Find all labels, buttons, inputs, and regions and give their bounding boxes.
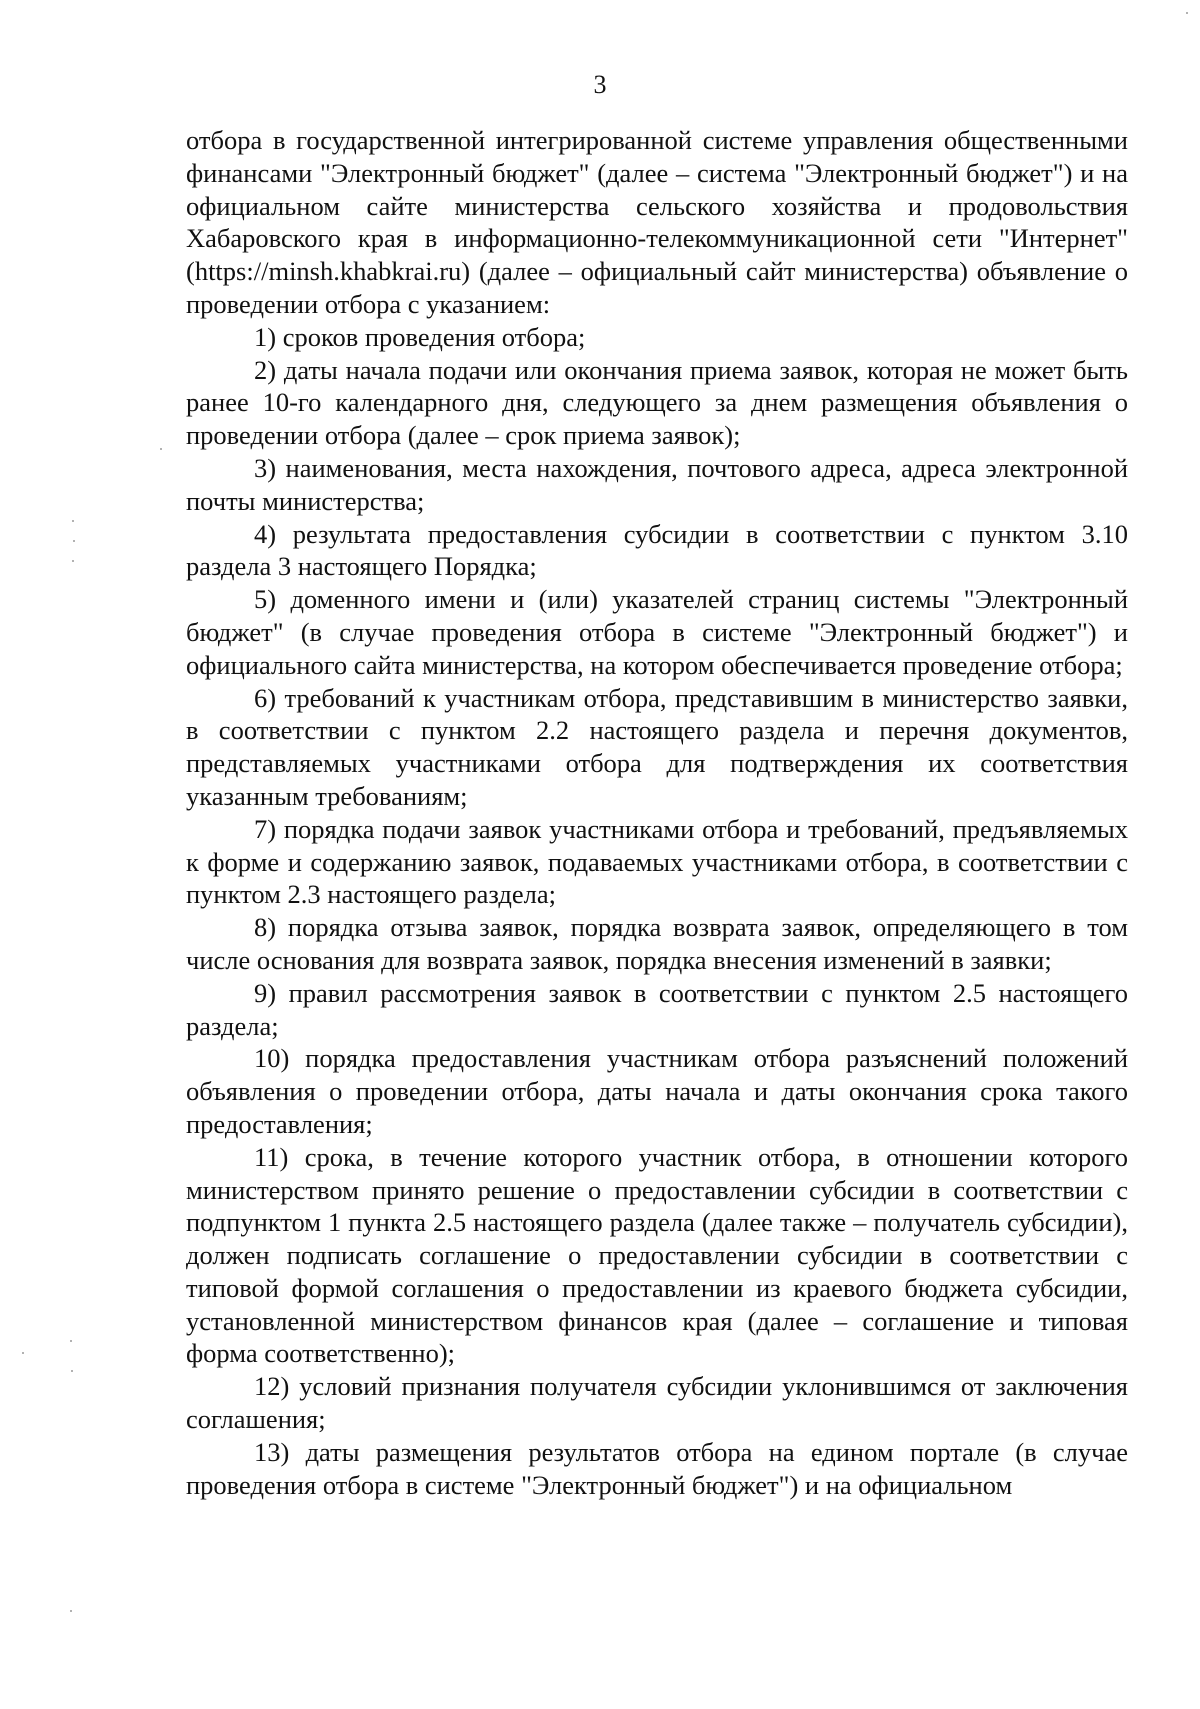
page-number: 3 xyxy=(593,70,607,99)
list-item: 9) правил рассмотрения заявок в соответствии с пунктом 2.5 настоящего раздела; xyxy=(186,977,1128,1041)
list-item: 5) доменного имени и (или) указателей страниц системы "Электронный бюджет" (в случае проведения отбора в системе "Электронный бюджет") и официального сайта министерства, на котором обеспечивается проведение отбора; xyxy=(186,584,1128,680)
scan-speck xyxy=(72,560,74,562)
scan-speck xyxy=(1186,12,1188,14)
list-item: 3) наименования, места нахождения, почтового адреса, адреса электронной почты министерства; xyxy=(186,452,1128,516)
scan-speck xyxy=(70,1610,72,1612)
list-item: 13) даты размещения результатов отбора на едином портале (в случае проведения отбора в системе "Электронный бюджет") и на официальном xyxy=(186,1436,1128,1500)
intro-paragraph: отбора в государственной интегрированной системе управления общественными финансами "Электронный бюджет" (далее – система "Электронный бюджет") и на официальном сайте министерства сельского хозяйства и продовольствия Хабаровского края в информационно-телекоммуникационной сети "Интернет" (https://minsh.khabkrai.ru) (далее – официальный сайт министерства) объявление о проведении отбора с указанием: xyxy=(186,125,1128,319)
list-item: 7) порядка подачи заявок участниками отбора и требований, предъявляемых к форме и содержанию заявок, подаваемых участниками отбора, в соответствии с пунктом 2.3 настоящего раздела; xyxy=(186,813,1128,910)
list-item: 10) порядка предоставления участникам отбора разъяснений положений объявления о проведении отбора, даты начала и даты окончания срока такого предоставления; xyxy=(186,1043,1128,1139)
scan-speck xyxy=(73,540,75,542)
document-body xyxy=(186,124,1128,1501)
list-item: 8) порядка отзыва заявок, порядка возврата заявок, определяющего в том числе основания для возврата заявок, порядка внесения изменений в заявки; xyxy=(186,912,1128,975)
list-item: 4) результата предоставления субсидии в соответствии с пунктом 3.10 раздела 3 настоящего Порядка; xyxy=(186,518,1128,582)
scan-speck xyxy=(72,520,74,522)
scan-speck xyxy=(71,1370,73,1372)
scan-speck xyxy=(22,1352,24,1354)
list-item: 1) сроков проведения отбора; xyxy=(254,321,586,352)
scan-speck xyxy=(70,1340,72,1342)
list-item: 6) требований к участникам отбора, представившим в министерство заявки, в соответствии с пунктом 2.2 настоящего раздела и перечня документов, представляемых участниками отбора для подтверждения их соответствия указанным требованиям; xyxy=(186,682,1128,811)
list-item: 11) срока, в течение которого участник отбора, в отношении которого министерством принято решение о предоставлении субсидии в соответствии с подпунктом 1 пункта 2.5 настоящего раздела (далее также – получатель субсидии), должен подписать соглашение о предоставлении субсидии в соответствии с типовой формой соглашения о предоставлении из краевого бюджета субсидии, установленной министерством финансов края (далее – соглашение и типовая форма соответственно); xyxy=(186,1141,1128,1369)
scan-speck xyxy=(160,448,162,450)
list-item: 2) даты начала подачи или окончания приема заявок, которая не может быть ранее 10-го календарного дня, следующего за днем размещения объявления о проведении отбора (далее – срок приема заявок); xyxy=(186,354,1128,451)
list-item: 12) условий признания получателя субсидии уклонившимся от заключения соглашения; xyxy=(186,1371,1128,1435)
